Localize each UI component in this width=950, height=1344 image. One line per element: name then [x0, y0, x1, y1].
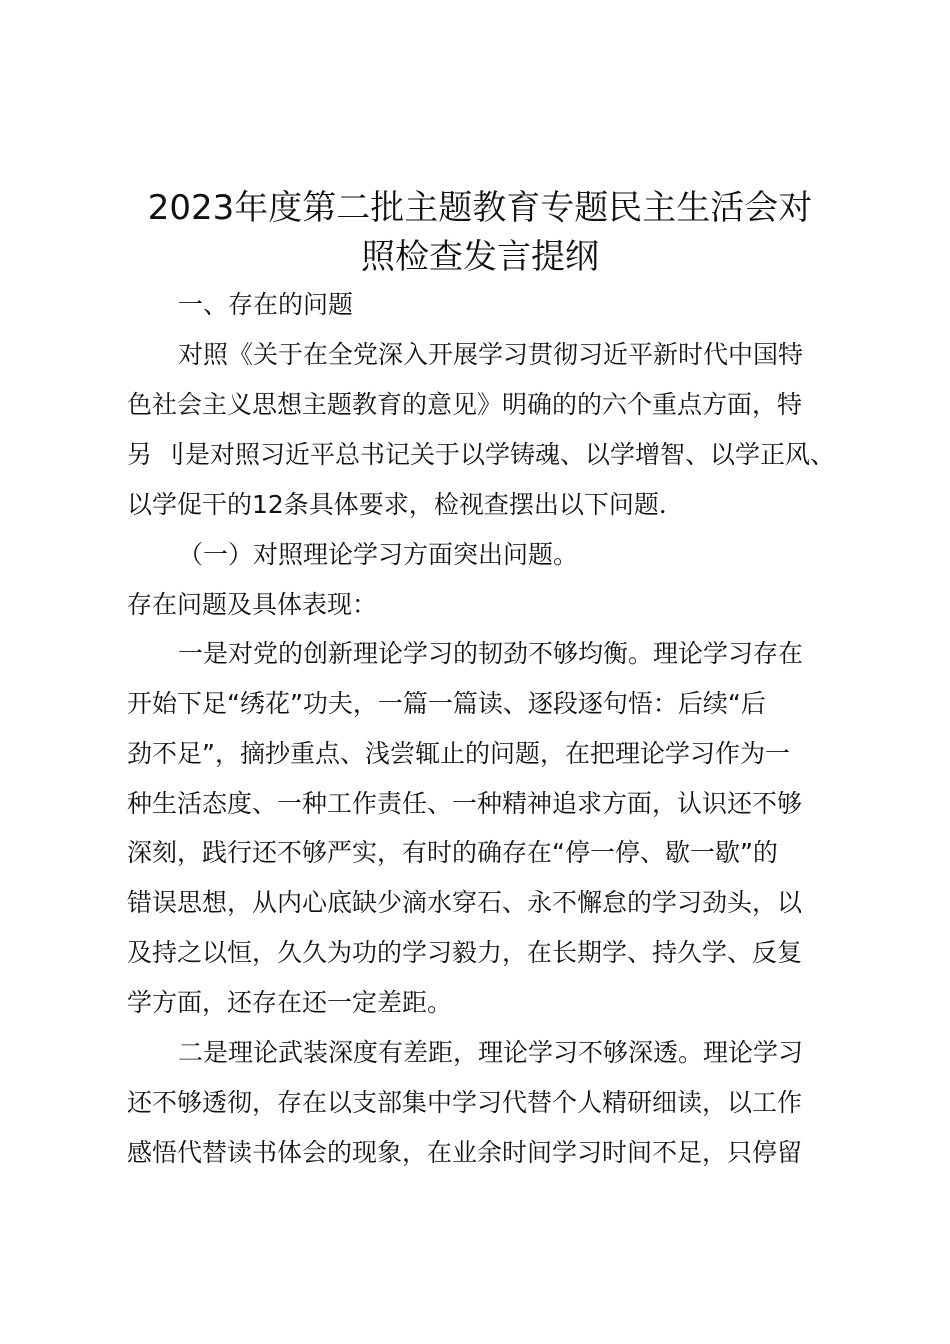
intro-line-4: 以学促干的12条具体要求，检视查摆出以下问题． [127, 490, 684, 519]
subsection-heading: （一）对照理论学习方面突出问题。 [178, 540, 579, 569]
para1-line-7: 及持之以恒，久久为功的学习毅力，在长期学、持久学、反复 [127, 938, 803, 967]
para1-line-3: 劲不足”，摘抄重点、浅尝辄止的问题，在把理论学习作为一 [127, 739, 790, 768]
issues-label: 存在问题及具体表现： [127, 590, 378, 619]
para1-line-2: 开始下足“绣花”功夫，一篇一篇读、逐段逐句悟：后续“后 [127, 689, 766, 718]
document-title-line-1: 2023年度第二批主题教育专题民主生活会对 [147, 188, 813, 228]
para2-line-2: 还不够透彻，存在以支部集中学习代替个人精研细读，以工作 [127, 1088, 803, 1117]
document-title-line-2: 照检查发言提纲 [361, 237, 599, 277]
para1-line-5: 深刻，践行还不够严实，有时的确存在“停一停、歇一歇”的 [127, 838, 778, 867]
para2-line-3: 感悟代替读书体会的现象，在业余时间学习时间不足，只停留 [127, 1138, 803, 1167]
para1-line-6: 错误思想，从内心底缺少滴水穿石、永不懈怠的学习劲头，以 [127, 888, 803, 917]
intro-line-2: 色社会主义思想主题教育的意见》明确的的六个重点方面，特 [127, 390, 803, 419]
intro-line-1: 对照《关于在全党深入开展学习贯彻习近平新时代中国特 [178, 340, 804, 369]
para1-line-1: 一是对党的创新理论学习的韧劲不够均衡。理论学习存在 [178, 639, 804, 668]
para2-line-1: 二是理论武装深度有差距，理论学习不够深透。理论学习 [178, 1038, 804, 1067]
intro-line-3: 另 刂是对照习近平总书记关于以学铸魂、以学增智、以学正风、 [127, 440, 835, 469]
section-heading: 一、存在的问题 [178, 290, 354, 319]
para1-line-8: 学方面，还存在还一定差距。 [127, 988, 453, 1017]
para1-line-4: 种生活态度、一种工作责任、一种精神追求方面，认识还不够 [127, 789, 803, 818]
